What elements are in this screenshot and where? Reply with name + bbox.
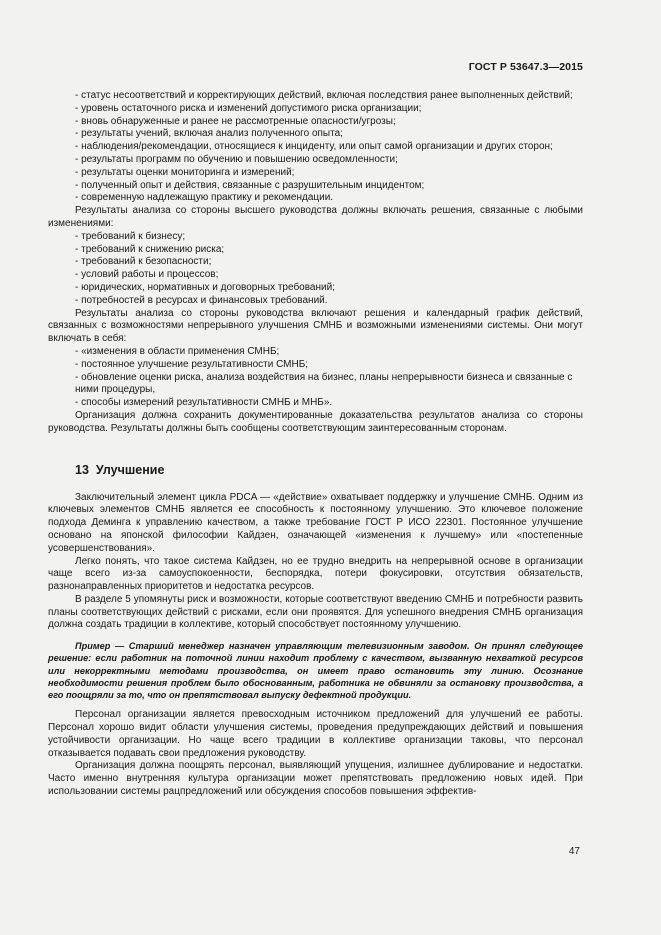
- list-item: - требований к бизнесу;: [75, 230, 186, 242]
- list-item: - постоянное улучшение результативности СМНБ;: [75, 358, 309, 370]
- body-part-1: [48, 90, 583, 436]
- list-item: - результаты учений, включая анализ полученного опыта;: [75, 128, 343, 140]
- document-header: ГОСТ Р 53647.3—2015: [468, 61, 583, 73]
- list-item: - результаты оценки мониторинга и измерений;: [75, 166, 295, 178]
- example-paragraph: Пример — Старший менеджер назначен управляющим телевизионным заводом. Он принял следующее решение: если работник на поточной линии находит проблему с качеством, вызванную нехваткой ресурсов или некорректными методами производства, он имеет право остановить эту линию. Осознание необходимости решения проблем было обоснованным, работника не обвиняли за остановку производства, а его поощряли за то, что он препятствовал выпуску дефектной продукции.: [48, 641, 583, 701]
- list-item: - способы измерений результативности СМНБ и МНБ».: [75, 397, 333, 409]
- paragraph: Результаты анализа со стороны высшего руководства должны включать решения, связанные с любыми изменениями:: [48, 205, 583, 229]
- list-item: - условий работы и процессов;: [75, 269, 219, 281]
- paragraph: Легко понять, что такое система Кайдзен, но ее трудно внедрить на непрерывной основе в организации чаще всего из-за самоуспокоенности, беспорядка, потери фокусировки, отсутствия обязательств, разнонаправленных приоритетов и недостатка ресурсов.: [48, 555, 583, 593]
- list-item: - требований к безопасности;: [75, 256, 212, 268]
- page-number: 47: [568, 846, 580, 857]
- section-title: Улучшение: [95, 462, 165, 477]
- paragraph: Организация должна поощрять персонал, выявляющий упущения, излишнее дублирование и недостатки. Часто именно внутренняя культура организации может препятствовать предложению новых идей. При использовании системы рацпредложений или обсуждения способов повышения эффектив-: [48, 760, 583, 798]
- list-item: - уровень остаточного риска и изменений допустимого риска организации;: [75, 102, 422, 114]
- section-heading: [75, 463, 583, 477]
- list-item: - статус несоответствий и корректирующих действий, включая последствия ранее выполненных действий;: [75, 90, 573, 101]
- list-item: - наблюдения/рекомендации, относящиеся к инциденту, или опыт самой организации и других сторон;: [75, 141, 553, 153]
- list-item: - требований к снижению риска;: [75, 243, 225, 255]
- paragraph: В разделе 5 упомянуты риск и возможности, которые соответствуют введению СМНБ и потребности развить планы соответствующих действий с рисками, если они проявятся. Для успешного внедрения СМНБ организация должна создать традиции в коллективе, который способствует постоянному улучшению.: [48, 593, 583, 631]
- spacer: [48, 632, 583, 640]
- body-part-2: [48, 492, 583, 799]
- list-item: - результаты программ по обучению и повышению осведомленности;: [75, 153, 398, 165]
- paragraph: Результаты анализа со стороны руководства включают решения и календарный график действий, связанных с возможностями непрерывного улучшения СМНБ и возможными изменениями системы. Они могут включать в себя:: [48, 307, 583, 345]
- list-item: - юридических, нормативных и договорных требований;: [75, 281, 335, 293]
- list-item: - современную надлежащую практику и рекомендации.: [75, 192, 334, 204]
- list-item: - «изменения в области применения СМНБ;: [75, 345, 280, 357]
- paragraph: Организация должна сохранить документированные доказательства результатов анализа со стороны руководства. Результаты должны быть сообщены соответствующим заинтересованным сторонам.: [48, 409, 583, 434]
- paragraph: Персонал организации является превосходным источником предложений для улучшений ее работы. Персонал хорошо видит области улучшения системы, проведения предупреждающих действий и повышения устойчивости организации. Но чаще всего традиции в коллективе организации таковы, что персонал отказывается подавать свои предложения руководству.: [48, 709, 583, 759]
- list-item: - полученный опыт и действия, связанные с разрушительным инцидентом;: [75, 179, 425, 191]
- paragraph: Заключительный элемент цикла PDCA — «действие» охватывает поддержку и улучшение СМНБ. Одним из ключевых элементов СМНБ является ее способность к постоянному улучшению. Это ключевое положение подхода Деминга к управлению качеством, а также требование ГОСТ Р ИСО 22301. Постоянное улучшение основано на японской философии Кайдзен, означающей «изменения к лучшему» или «постепенные усовершенствования».: [48, 491, 583, 554]
- section-number: 13: [75, 462, 89, 477]
- list-item: - обновление оценки риска, анализа воздействия на бизнес, планы непрерывности бизнеса и связанные с ними процедуры,: [75, 371, 573, 396]
- list-item: - потребностей в ресурсах и финансовых требований.: [75, 294, 328, 306]
- document-body: [48, 90, 583, 799]
- list-item: - вновь обнаруженные и ранее не рассмотренные опасности/угрозы;: [75, 115, 396, 127]
